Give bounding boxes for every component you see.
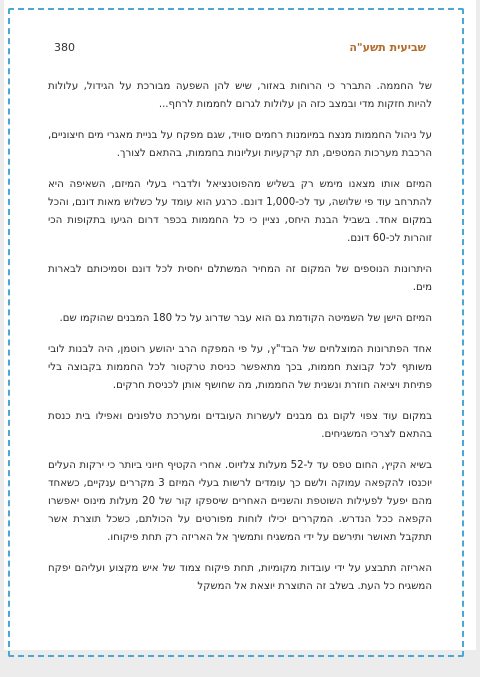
paragraph: המיזם הישן של השמיטה הקודמת גם הוא עבר שדרוג על כל 180 המבנים שהוקמו שם. (59, 313, 432, 324)
document-page (4, 0, 476, 650)
article-body (48, 78, 432, 609)
page-header (54, 39, 426, 57)
paragraph: במקום עוד צפוי לקום גם מבנים לעשרות העובדים ומערכת טלפונים ואפילו בית כנסת בהתאם לצרכי המשגיחים. (48, 411, 432, 440)
paragraph: האריזה תתבצע על ידי עובדות מקומיות, תחת פיקוח צמוד של איש מקצוע ועליהם יפקח המשגיח כל העת. בשלב זה התוצרת יוצאת אל המשקל (48, 563, 432, 592)
paragraph: בשיא הקיץ, החום טפס עד ל-52 מעלות צלזיוס. אחרי הקטיף חיוני ביותר כי ירקות העלים יוכנסו להקפאה עמוקה ולשם כך עומדים לרשות בעלי המיזם 3 מקררים ענקיים, כשאחד מהם יפעל לפעילות השוטפת והשניים האחרים שיספקו קור של 20 מעלות מינוס יאפשרו הקפאה ככל הנדרש. המקררים יכילו לוחות מפורטים על הכולתם, כשכל תוצרת אשר תתקבל תאושר ותירשם על ידי המשגיח ותמשיך אל האריזה רק תחת פיקוחו. (48, 460, 432, 543)
running-title: שביעית תשע"ה (349, 41, 426, 54)
paragraph: של החממה. התברר כי הרוחות באזור, שיש להן השפעה מבורכת על הגידול, עלולות להיות חזקות מדי ובמצב כזה הן עלולות לגרום לחממות לרחף... (48, 81, 432, 110)
paragraph: אחד הפתרונות המוצלחים של הבד"ץ, על פי המפקח הרב יהושע רוטמן, היה לבנות לובי משותף לכל קבוצת חממות, בכך מתאפשר כניסת טרקטור לכל החממות בקבוצה בלי פתיחת ויציאה חוזרת ונשנית של החממות, מה שחושף אותן לכניסת חרקים. (48, 344, 432, 391)
paragraph: המיזם אותו מצאנו מימש רק בשליש מהפוטנציאל ולדברי בעלי המיזם, השאיפה היא להתרחב עוד פי שלושה, עד לכ-1,000 דונם. כרגע הוא עומד על כשלוש מאות דונם, והכל במקום אחד. בשביל הבנת היחס, נציין כי כל החממות בכפר דרום הגיעו בתקופות הכי זוהרות לכ-60 דונם. (48, 179, 432, 244)
bottom-margin (0, 650, 480, 677)
paragraph: על ניהול החממות מנצח במיומנות רחמים סוויד, שגם מפקח על בניית מאגרי מים חיצוניים, הרכבת מערכות המטפים, תת קרקעיות ועליונות בחממות, בהתאם לצורך. (48, 130, 432, 159)
paragraph: היתרונות הנוספים של המקום זה המחיר המשתלם יחסית לכל דונם וסמיכותם לבארות מים. (48, 264, 432, 293)
page-number: 380 (54, 41, 75, 54)
